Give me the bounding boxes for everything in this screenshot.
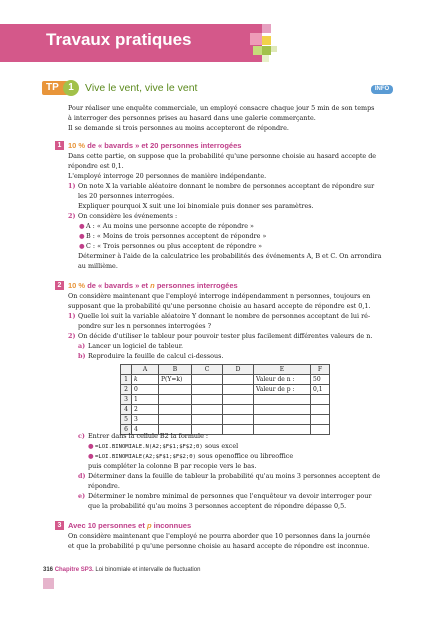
event-line: A : « Au moins une personne accepte de répondre » [86, 222, 254, 230]
cell[interactable] [223, 405, 254, 415]
cell[interactable]: k [132, 375, 159, 385]
cell[interactable]: 2 [132, 405, 159, 415]
table-row [121, 385, 330, 395]
question-line: Expliquer pourquoi X suit une loi binomiale puis donner ses paramètres. [78, 202, 314, 210]
cell[interactable]: Valeur de p : [254, 385, 311, 395]
subquestion-line: que la probabilité qu'au moins 3 personnes acceptent de répondre dépasse 0,5. [88, 502, 347, 510]
cell[interactable]: 1 [132, 395, 159, 405]
intro-line: Il se demande si trois personnes au moins accepteront de répondre. [68, 124, 289, 132]
text-line: Dans cette partie, on suppose que la probabilité qu'une personne choisie au hasard accepte de [68, 152, 377, 160]
cell[interactable] [311, 405, 330, 415]
event-line: C : « Trois personnes ou plus acceptent de répondre » [86, 242, 263, 250]
row-number: 5 [121, 415, 132, 425]
cell[interactable]: P(Y=k) [159, 375, 192, 385]
formula-line: =LOI.BINOMIALE(A2;$F$1;$F$2;0) sous openoffice ou libreoffice [95, 452, 294, 460]
footer-decoration [43, 578, 54, 589]
tp-title: Vive le vent, vive le vent [85, 82, 198, 94]
header-cell: D [223, 365, 254, 375]
question-line: les 20 personnes interrogées. [78, 192, 175, 200]
cell[interactable] [159, 385, 192, 395]
page-footer [43, 567, 200, 573]
cell[interactable] [254, 415, 311, 425]
cell[interactable] [223, 415, 254, 425]
text-line: L'employé interroge 20 personnes de manière indépendante. [68, 172, 267, 180]
question-number: 2) [68, 332, 76, 340]
question-line: pondre sur les n personnes interrogées ? [78, 322, 212, 330]
subquestion-line: Entrer dans la cellule B2 la formule : [88, 432, 209, 440]
subquestion-line: Lancer un logiciel de tableur. [88, 342, 184, 350]
section-title: 10 % de « bavards » et n personnes interrogées [68, 281, 238, 290]
cell[interactable] [192, 415, 223, 425]
question-number: 1) [68, 312, 76, 320]
cell[interactable]: 4 [132, 425, 159, 435]
subquestion-line: Déterminer dans la feuille de tableur la probabilité qu'au moins 3 personnes acceptent de [88, 472, 381, 480]
subquestion-line: répondre. [88, 482, 120, 490]
cell[interactable] [254, 425, 311, 435]
cell[interactable] [159, 405, 192, 415]
cell[interactable] [311, 425, 330, 435]
intro-line: Pour réaliser une enquête commerciale, un employé consacre chaque jour 5 min de son temps [68, 104, 375, 112]
text-line: On considère maintenant que l'employé interroge indépendamment n personnes, toujours en [68, 292, 371, 300]
question-line: au millième. [78, 262, 118, 270]
cell[interactable] [311, 395, 330, 405]
cell[interactable] [223, 425, 254, 435]
table-header-row [121, 365, 330, 375]
cell[interactable]: 3 [132, 415, 159, 425]
table-row [121, 405, 330, 415]
subquestion-number: e) [78, 492, 86, 500]
text-line: supposant que la probabilité qu'une personne choisie au hasard accepte de répondre est 0,1. [68, 302, 371, 310]
cell[interactable] [223, 375, 254, 385]
subquestion-number: d) [78, 472, 86, 480]
question-line: On note X la variable aléatoire donnant le nombre de personnes acceptant de répondre sur [78, 182, 375, 190]
question-line: On considère les événements : [78, 212, 178, 220]
cell[interactable] [192, 395, 223, 405]
section-title: Avec 10 personnes et p inconnues [68, 521, 192, 530]
cell[interactable] [192, 385, 223, 395]
subquestion-number: b) [78, 352, 86, 360]
table-row [121, 395, 330, 405]
cell[interactable]: 50 [311, 375, 330, 385]
section-title: 10 % de « bavards » et 20 personnes interrogées [68, 141, 242, 150]
text-line: On considère maintenant que l'employé ne pourra aborder que 10 personnes dans la journée [68, 532, 371, 540]
subquestion-number: c) [78, 432, 85, 440]
header-cell [121, 365, 132, 375]
subquestion-line: puis compléter la colonne B par recopie vers le bas. [88, 462, 257, 470]
cell[interactable]: 0 [132, 385, 159, 395]
header-cell: A [132, 365, 159, 375]
section-number: 3 [55, 521, 64, 530]
question-line: Quelle loi suit la variable aléatoire Y donnant le nombre de personnes acceptant de lui ré- [78, 312, 371, 320]
tp-number: 1 [63, 80, 79, 96]
question-line: On décide d'utiliser le tableur pour pouvoir tester plus facilement différentes valeurs de n. [78, 332, 373, 340]
header-cell: B [159, 365, 192, 375]
intro-line: à interroger des personnes prises au hasard dans une galerie commerçante. [68, 114, 316, 122]
cell[interactable] [311, 415, 330, 425]
cell[interactable] [192, 375, 223, 385]
cell[interactable] [254, 395, 311, 405]
row-number: 1 [121, 375, 132, 385]
row-number: 4 [121, 405, 132, 415]
table-row [121, 415, 330, 425]
text-line: répondre est 0,1. [68, 162, 124, 170]
spreadsheet-table [120, 364, 330, 435]
subquestion-number: a) [78, 342, 86, 350]
tp-badge: TP [42, 81, 68, 95]
cell[interactable] [159, 415, 192, 425]
subquestion-line: Reproduire la feuille de calcul ci-dessous. [88, 352, 224, 360]
formula-line: =LOI.BINOMIALE.N(A2;$F$1;$F$2;0) sous excel [95, 442, 239, 450]
info-badge: INFO [371, 85, 393, 94]
question-number: 2) [68, 212, 76, 220]
text-line: et que la probabilité p qu'une personne choisie au hasard accepte de répondre est inconnue. [68, 542, 370, 550]
cell[interactable]: Valeur de n : [254, 375, 311, 385]
cell[interactable] [254, 405, 311, 415]
page-number: 316 [43, 567, 54, 573]
cell[interactable] [159, 395, 192, 405]
row-number: 6 [121, 425, 132, 435]
question-line: Déterminer à l'aide de la calculatrice les probabilités des événements A, B et C. On arrondira [78, 252, 382, 260]
section-number: 2 [55, 281, 64, 290]
bullet-icon: ● [88, 442, 94, 450]
cell[interactable] [223, 385, 254, 395]
header-cell: F [311, 365, 330, 375]
row-number: 3 [121, 395, 132, 405]
bullet-icon: ● [79, 222, 85, 230]
question-number: 1) [68, 182, 76, 190]
chapter-title: Loi binomiale et intervalle de fluctuation [95, 567, 201, 573]
cell[interactable]: 0,1 [311, 385, 330, 395]
bullet-icon: ● [79, 242, 85, 250]
table-row [121, 375, 330, 385]
cell[interactable] [223, 395, 254, 405]
event-line: B : « Moins de trois personnes acceptent de répondre » [86, 232, 267, 240]
page-title: Travaux pratiques [46, 30, 192, 49]
bullet-icon: ● [79, 232, 85, 240]
cell[interactable] [192, 405, 223, 415]
section-number: 1 [55, 141, 64, 150]
header-cell: E [254, 365, 311, 375]
chapter-label: Chapitre SP3. [54, 567, 94, 573]
bullet-icon: ● [88, 452, 94, 460]
row-number: 2 [121, 385, 132, 395]
subquestion-line: Déterminer le nombre minimal de personnes que l'enquêteur va devoir interroger pour [88, 492, 372, 500]
header-cell: C [192, 365, 223, 375]
